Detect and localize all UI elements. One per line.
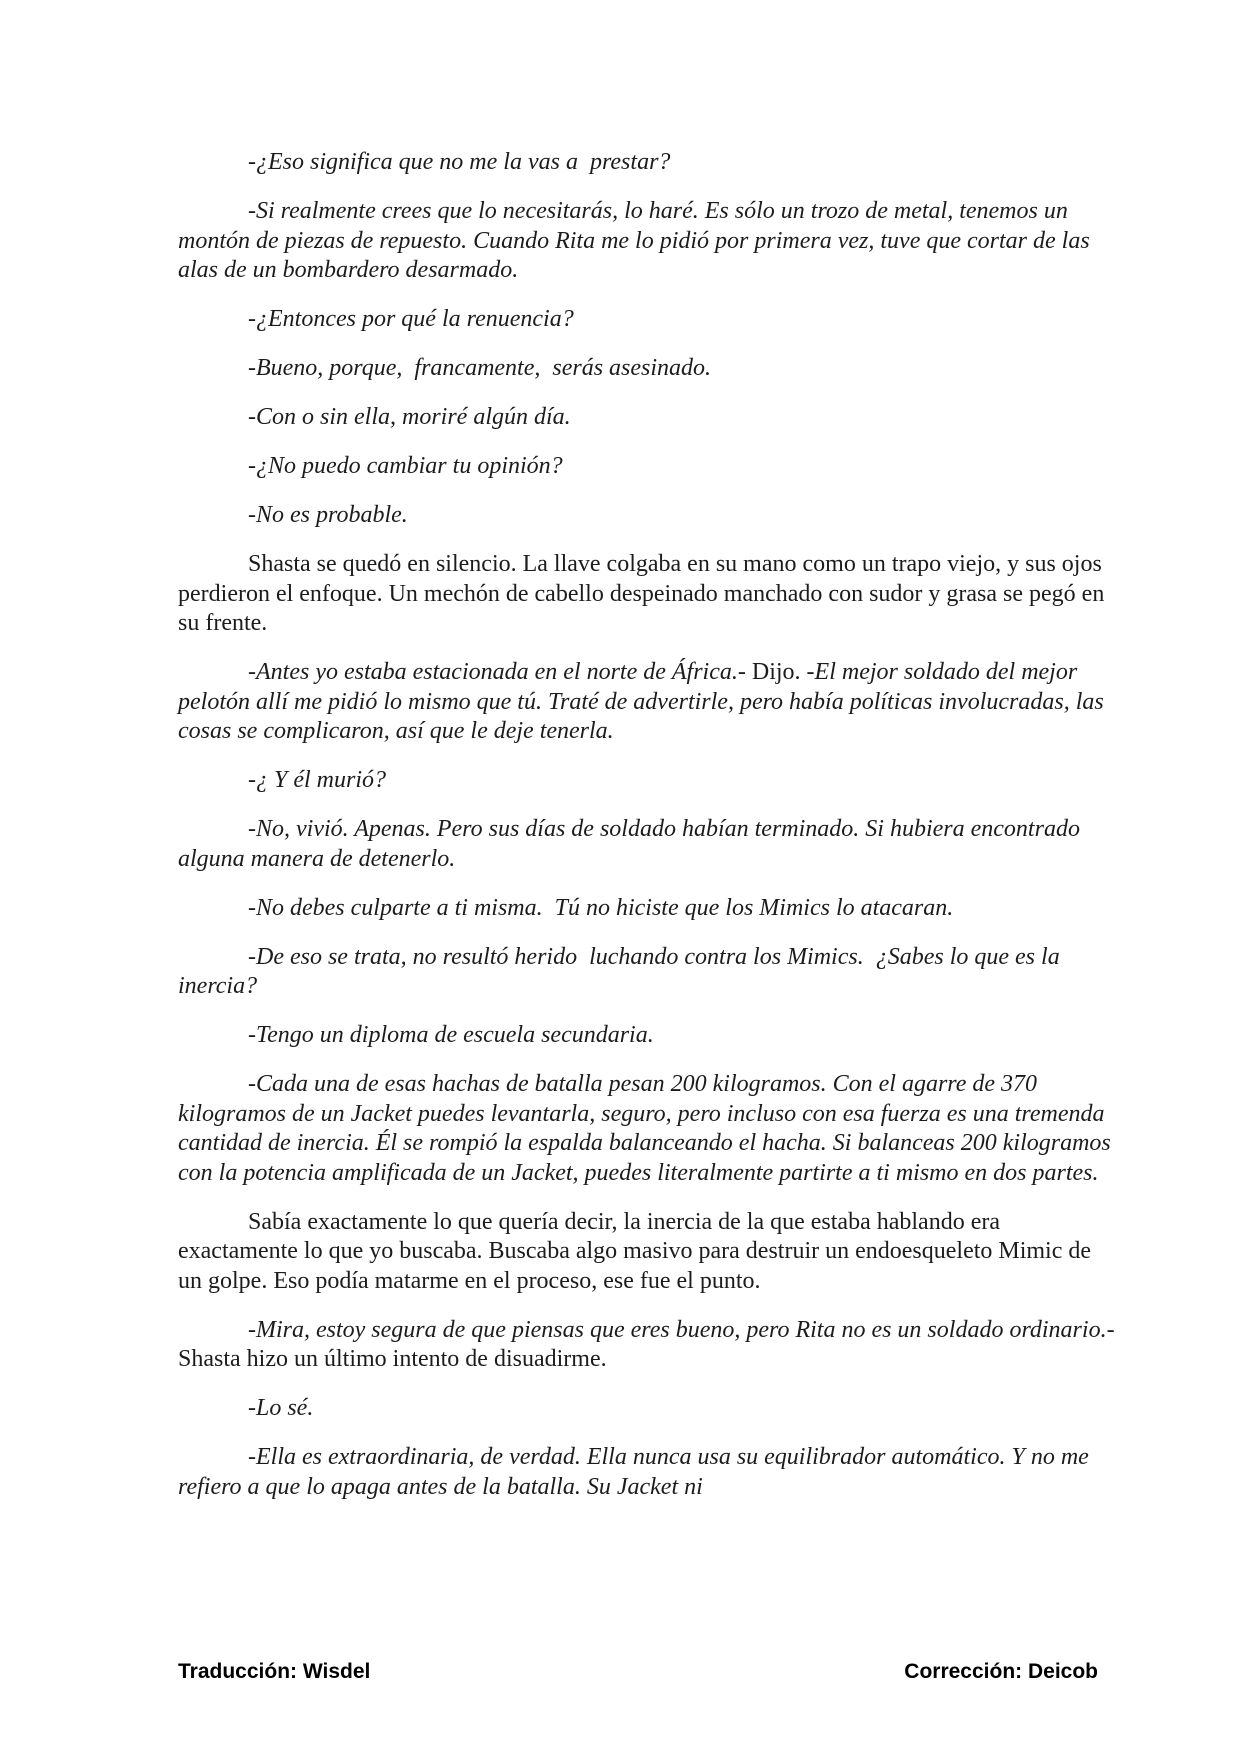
paragraph (178, 1021, 1118, 1051)
text-segment: Sabía exactamente lo que quería decir, la inercia de la que estaba hablando era exactamente lo que yo buscaba. Buscaba algo masivo para destruir un endoesqueleto Mimic de un golpe. Eso podía matarme en el proceso, ese fue el punto. (178, 1208, 1098, 1294)
footer-translation-credit: Traducción: Wisdel (178, 1660, 371, 1683)
text-segment: -El mejor soldado del mejor pelotón allí me pidió lo mismo que tú. Traté de advertirle, pero había políticas involucradas, las cosas se complicaron, así que le deje tenerla. (178, 659, 1110, 744)
text-segment: -Si realmente crees que lo necesitarás, lo haré. Es sólo un trozo de metal, tenemos un montón de piezas de repuesto. Cuando Rita me lo pidió por primera vez, tuve que cortar de las alas de un bombardero desarmado. (178, 198, 1096, 283)
paragraph (178, 1394, 1118, 1424)
footer-correction-credit: Corrección: Deicob (904, 1660, 1098, 1683)
paragraph (178, 354, 1118, 384)
text-segment: Dijo. (745, 659, 807, 685)
text-segment: -Cada una de esas hachas de batalla pesan 200 kilogramos. Con el agarre de 370 kilogramos de un Jacket puedes levantarla, seguro, pero incluso con esa fuerza es una tremenda cantidad de inercia. Él se rompió la espalda balanceando el hacha. Si balanceas 200 kilogramos con la potencia amplificada de un Jacket, puedes literalmente partirte a ti mismo en dos partes. (178, 1071, 1117, 1186)
text-segment: -¿Entonces por qué la renuencia? (248, 306, 574, 332)
paragraph (178, 658, 1118, 747)
paragraph (178, 1070, 1118, 1188)
text-segment: -Lo sé. (248, 1395, 314, 1421)
paragraph (178, 305, 1118, 335)
paragraph (178, 1316, 1121, 1375)
paragraph (178, 943, 1118, 1002)
text-segment: Shasta hizo un último intento de disuadirme. (178, 1316, 1121, 1372)
text-segment: -Tengo un diploma de escuela secundaria. (248, 1022, 654, 1048)
text-segment: -Antes yo estaba estacionada en el norte de África.- (248, 659, 746, 685)
text-segment: -Bueno, porque, francamente, serás asesinado. (248, 355, 712, 381)
page-body (178, 148, 1121, 1522)
text-segment: -No, vivió. Apenas. Pero sus días de soldado habían terminado. Si hubiera encontrado alguna manera de detenerlo. (178, 816, 1086, 872)
page-footer (178, 1660, 1098, 1684)
text-segment: -Mira, estoy segura de que piensas que eres bueno, pero Rita no es un soldado ordinario.- (248, 1316, 1115, 1343)
paragraph (178, 1208, 1118, 1297)
text-segment: Shasta se quedó en silencio. La llave colgaba en su mano como un trapo viejo, y sus ojos perdieron el enfoque. Un mechón de cabello despeinado manchado con sudor y grasa se pegó en su frente. (178, 551, 1111, 636)
text-segment: -No es probable. (248, 502, 408, 528)
text-segment: -Ella es extraordinaria, de verdad. Ella nunca usa su equilibrador automático. Y no me refiero a que lo apaga antes de la batalla. Su Jacket ni (178, 1444, 1095, 1500)
text-segment: -No debes culparte a ti misma. Tú no hiciste que los Mimics lo atacaran. (248, 894, 954, 921)
text-segment: -De eso se trata, no resultó herido luchando contra los Mimics. ¿Sabes lo que es la inercia? (178, 943, 1066, 999)
paragraph (178, 766, 1118, 796)
text-segment: -Con o sin ella, moriré algún día. (248, 404, 571, 430)
paragraph (178, 1443, 1118, 1502)
text-segment: -¿ Y él murió? (248, 767, 386, 793)
text-segment: -¿No puedo cambiar tu opinión? (248, 453, 563, 479)
paragraph (178, 452, 1118, 482)
paragraph (178, 501, 1118, 531)
paragraph (178, 403, 1118, 433)
paragraph (178, 815, 1118, 874)
text-segment: -¿Eso significa que no me la vas a prestar? (248, 149, 671, 175)
paragraph (178, 894, 1118, 924)
paragraph (178, 148, 1118, 178)
paragraph (178, 197, 1118, 286)
paragraph (178, 550, 1118, 639)
